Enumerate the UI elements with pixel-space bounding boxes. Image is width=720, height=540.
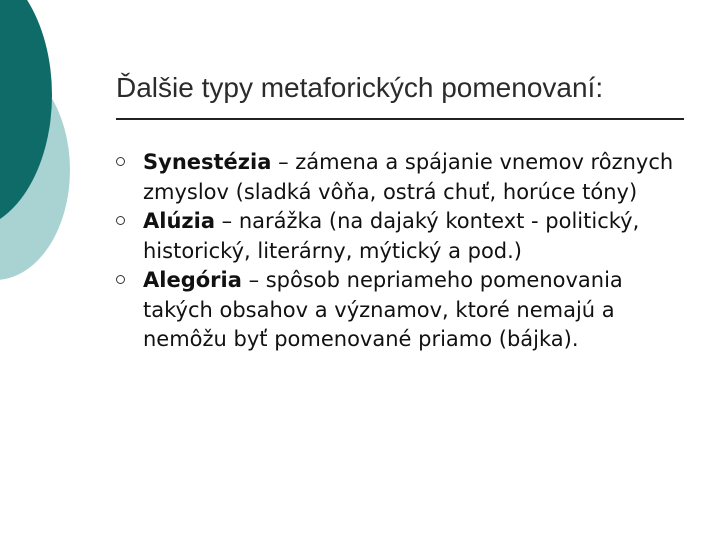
term-synestezia: Synestézia [143,150,272,174]
hollow-circle-bullet-icon [116,216,125,225]
title-divider [116,118,684,120]
definition-synestezia: – zámena a spájanie vnemov rôznych zmyslov (sladká vôňa, ostrá chuť, horúce tóny) [143,150,674,204]
term-aluzia: Alúzia [143,209,215,233]
term-alegoria: Alegória [143,268,242,292]
list-item-synestezia [116,148,696,207]
definition-alegoria: – spôsob nepriameho pomenovania takých obsahov a významov, ktoré nemajú a nemôžu byť pomenované priamo (bájka). [143,268,623,351]
list-item-aluzia [116,207,696,266]
definition-aluzia: – narážka (na dajaký kontext - politický, historický, literárny, mýtický a pod.) [143,209,640,263]
hollow-circle-bullet-icon [116,157,125,166]
slide-title: Ďalšie typy metaforických pomenovaní: [116,72,604,103]
list-item-alegoria [116,266,696,355]
bullet-list [116,148,696,355]
hollow-circle-bullet-icon [116,275,125,284]
